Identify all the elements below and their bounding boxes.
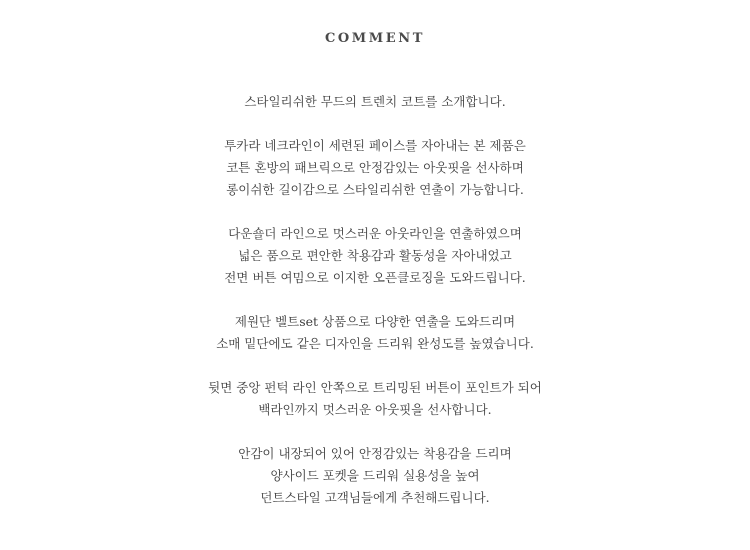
- text-line: 코튼 혼방의 패브릭으로 안정감있는 아웃핏을 선사하며: [226, 160, 524, 175]
- paragraph: [0, 443, 750, 509]
- paragraph: [0, 135, 750, 201]
- text-line: 넓은 품으로 편안한 착용감과 활동성을 자아내었고: [238, 248, 512, 263]
- paragraph: [0, 377, 750, 421]
- text-line: 안감이 내장되어 있어 안정감있는 착용감을 드리며: [238, 446, 512, 461]
- comment-heading: COMMENT: [324, 31, 426, 46]
- text-line: 제원단 벨트set 상품으로 다양한 연출을 도와드리며: [234, 314, 516, 329]
- text-line: 양사이드 포켓을 드리워 실용성을 높여: [270, 468, 480, 483]
- paragraph: [0, 311, 750, 355]
- text-line: 롱이쉬한 길이감으로 스타일리쉬한 연출이 가능합니다.: [226, 182, 524, 197]
- text-line: 던트스타일 고객님들에게 추천해드립니다.: [260, 490, 490, 505]
- text-line: 다운숄더 라인으로 멋스러운 아웃라인을 연출하였으며: [228, 226, 522, 241]
- text-line: 투카라 네크라인이 세련된 페이스를 자아내는 본 제품은: [224, 138, 526, 153]
- text-line: 소매 밑단에도 같은 디자인을 드리워 완성도를 높였습니다.: [216, 336, 534, 351]
- paragraph: [0, 91, 750, 113]
- text-line: 뒷면 중앙 펀턱 라인 안쪽으로 트리밍된 버튼이 포인트가 되어: [208, 380, 542, 395]
- text-line: 전면 버튼 여밈으로 이지한 오픈클로징을 도와드립니다.: [224, 270, 526, 285]
- comment-body: [0, 91, 750, 531]
- paragraph: [0, 223, 750, 289]
- text-line: 백라인까지 멋스러운 아웃핏을 선사합니다.: [258, 402, 492, 417]
- text-line: 스타일리쉬한 무드의 트렌치 코트를 소개합니다.: [244, 94, 506, 109]
